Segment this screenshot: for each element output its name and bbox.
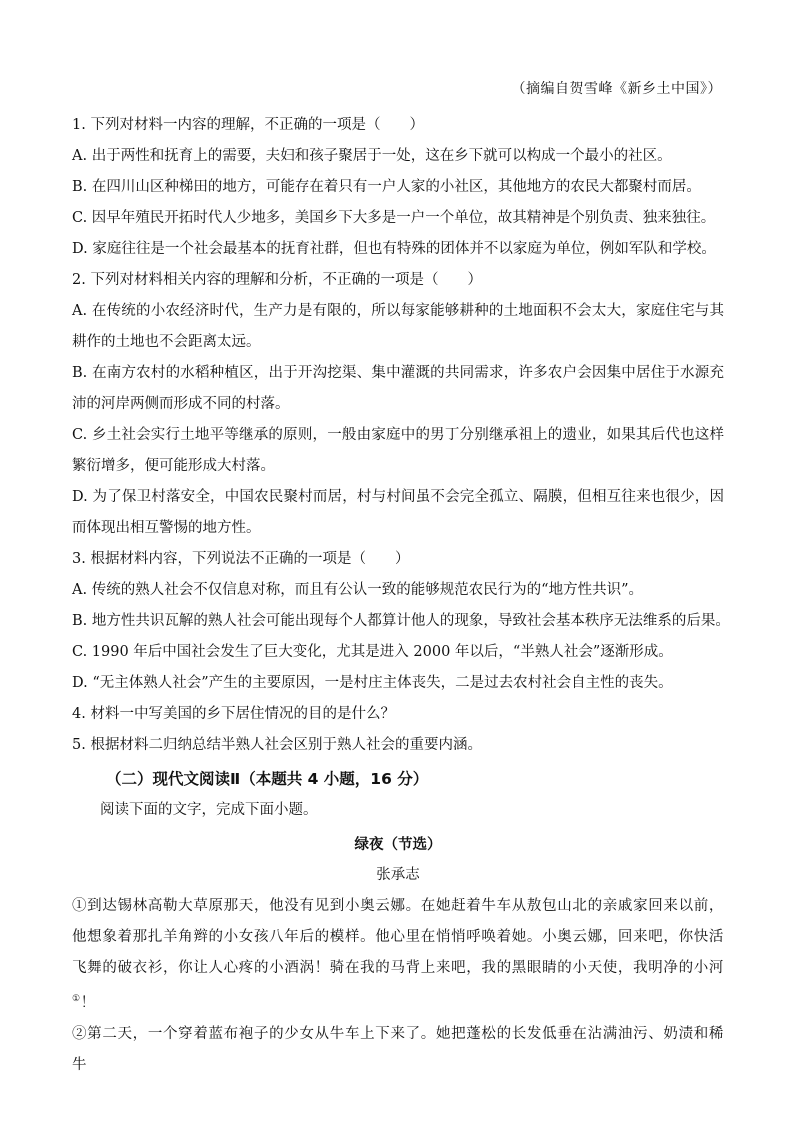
question-5: 5. 根据材料二归纳总结半熟人社会区别于熟人社会的重要内涵。 — [72, 737, 482, 753]
question-content — [72, 110, 730, 1081]
question-3-option-c: C. 1990 年后中国社会发生了巨大变化，尤其是进入 2000 年以后，“半熟人社会”逐渐形成。 — [72, 644, 673, 660]
paragraph-1-text: ①到达锡林高勒大草原那天，他没有见到小奥云娜。在她赶着牛车从敖包山北的亲戚家回来以前，他想象着那扎羊角辫的小女孩八年后的模样。他心里在悄悄呼唤着她。小奥云娜，回来吧，你快活飞舞的破衣衫，你让人心疼的小酒涡！骑在我的马背上来吧，我的黑眼睛的小天使，我明净的小河 — [72, 898, 724, 976]
question-1-option-a: A. 出于两性和抚育上的需要，夫妇和孩子聚居于一处，这在乡下就可以构成一个最小的社区。 — [72, 148, 672, 164]
reading-instruction: 阅读下面的文字，完成下面小题。 — [100, 802, 318, 818]
passage-title: 绿夜（节选） — [354, 836, 442, 853]
question-2 — [72, 265, 724, 544]
question-3-stem: 3. 根据材料内容，下列说法不正确的一项是（ ） — [72, 551, 410, 567]
question-1-option-b: B. 在四川山区种梯田的地方，可能存在着只有一户人家的小社区，其他地方的农民大都聚村而居。 — [72, 179, 701, 195]
passage-paragraph-1 — [72, 891, 724, 1019]
question-2-stem: 2. 下列对材料相关内容的理解和分析，不正确的一项是（ ） — [72, 272, 482, 288]
question-3-option-a: A. 传统的熟人社会不仅信息对称，而且有公认一致的能够规范农民行为的“地方性共识”。 — [72, 582, 644, 598]
section-heading: （二）现代文阅读Ⅱ（本题共 4 小题，16 分） — [106, 770, 429, 788]
question-3-option-b: B. 地方性共识瓦解的熟人社会可能出现每个人都算计他人的现象，导致社会基本秩序无法维系的后果。 — [72, 613, 730, 629]
question-1-option-c: C. 因早年殖民开拓时代人少地多，美国乡下大多是一户一个单位，故其精神是个别负责、独来独往。 — [72, 210, 716, 226]
question-2-option-c: C. 乡土社会实行土地平等继承的原则，一般由家庭中的男丁分别继承祖上的遗业，如果其后代也这样繁衍增多，便可能形成大村落。 — [72, 427, 724, 474]
passage-paragraph-2: ②第二天，一个穿着蓝布袍子的少女从牛车上下来了。她把蓬松的长发低垂在沾满油污、奶渍和稀牛 — [72, 1025, 724, 1073]
question-3 — [72, 544, 730, 699]
question-4: 4. 材料一中写美国的乡下居住情况的目的是什么？ — [72, 706, 395, 722]
question-2-option-d: D. 为了保卫村落安全，中国农民聚村而居，村与村间虽不会完全孤立、隔膜，但相互往来也很少，因而体现出相互警惕的地方性。 — [72, 489, 724, 536]
question-2-option-a: A. 在传统的小农经济时代，生产力是有限的，所以每家能够耕种的土地面积不会太大，家庭住宅与其耕作的土地也不会距离太远。 — [72, 303, 724, 350]
question-1-option-d: D. 家庭往往是一个社会最基本的抚育社群，但也有特殊的团体并不以家庭为单位，例如军队和学校。 — [72, 241, 716, 257]
footnote-marker: ① — [72, 994, 81, 1004]
paragraph-1-end: ！ — [80, 994, 96, 1011]
question-1-stem: 1. 下列对材料一内容的理解，不正确的一项是（ ） — [72, 117, 424, 133]
passage-author: 张承志 — [376, 867, 420, 883]
question-3-option-d: D. “无主体熟人社会”产生的主要原因，一是村庄主体丧失，二是过去农村社会自主性的丧失。 — [72, 675, 673, 691]
question-2-option-b: B. 在南方农村的水稻种植区，出于开沟挖渠、集中灌溉的共同需求，许多农户会因集中居住于水源充沛的河岸两侧而形成不同的村落。 — [72, 365, 724, 412]
source-citation: （摘编自贺雪峰《新乡土中国》） — [511, 81, 722, 97]
question-1 — [72, 110, 724, 265]
